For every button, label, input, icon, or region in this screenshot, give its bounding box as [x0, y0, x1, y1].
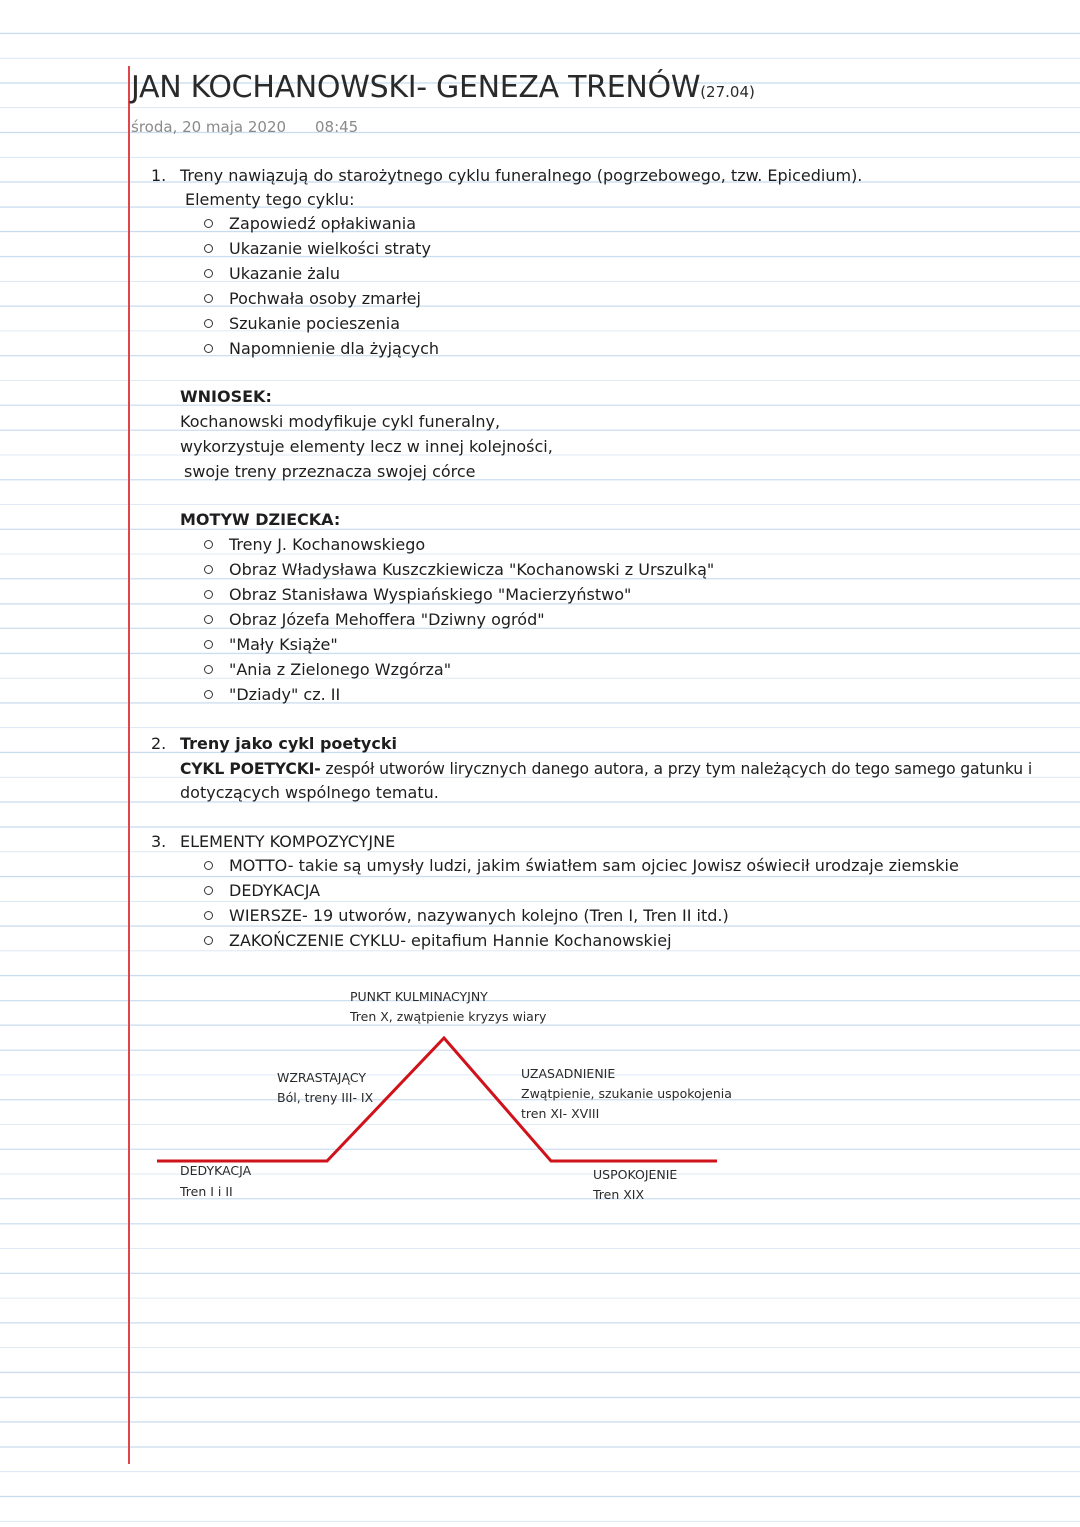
section1-intro: Treny nawiązują do starożytnego cyklu funeralnego (pogrzebowego, tzw. Epicedium).	[180, 166, 863, 185]
section2-definition-text: zespół utworów lirycznych danego autora, a przy tym należących do tego samego gatunku i	[320, 760, 1033, 778]
wniosek-line: Kochanowski modyfikuje cykl funeralny,	[180, 412, 501, 431]
list-item: ZAKOŃCZENIE CYKLU- epitafium Hannie Kochanowskiej	[229, 931, 672, 950]
list-item: Pochwała osoby zmarłej	[229, 289, 421, 308]
section1-subheading: Elementy tego cyklu:	[185, 190, 355, 209]
list-item: Zapowiedź opłakiwania	[229, 214, 417, 233]
list-item: Obraz Władysława Kuszczkiewicza "Kochanowski z Urszulką"	[229, 560, 715, 579]
diagram-label-peak-desc: Tren X, zwątpienie kryzys wiary	[350, 1009, 547, 1024]
diagram-label-fall-desc: Zwątpienie, szukanie uspokojenia	[521, 1086, 732, 1101]
list-item: Szukanie pocieszenia	[229, 314, 400, 333]
section2-term: CYKL POETYCKI-	[180, 760, 321, 778]
list-item: Napomnienie dla żyjących	[229, 339, 440, 358]
list-item: "Ania z Zielonego Wzgórza"	[229, 660, 452, 679]
wniosek-line: swoje treny przeznacza swojej córce	[184, 462, 476, 481]
list-item: DEDYKACJA	[229, 881, 321, 900]
diagram-label-fall-desc: tren XI- XVIII	[521, 1106, 600, 1121]
list-item: MOTTO- takie są umysły ludzi, jakim światłem sam ojciec Jowisz oświecił urodzaje ziemskie	[229, 856, 959, 875]
section3-heading: ELEMENTY KOMPOZYCYJNE	[180, 832, 396, 851]
note-time: 08:45	[315, 118, 359, 136]
list-item: Treny J. Kochanowskiego	[229, 535, 426, 554]
list-item: WIERSZE- 19 utworów, nazywanych kolejno (Tren I, Tren II itd.)	[229, 906, 729, 925]
list-item: Ukazanie wielkości straty	[229, 239, 431, 258]
note-date: środa, 20 maja 2020	[131, 118, 287, 136]
section-number: 1.	[151, 166, 167, 185]
title-text: JAN KOCHANOWSKI- GENEZA TRENÓW	[131, 70, 701, 105]
section-number: 2.	[151, 734, 167, 753]
diagram-label-start-desc: Tren I i II	[180, 1184, 233, 1199]
section-number: 3.	[151, 832, 167, 851]
diagram-label-end-desc: Tren XIX	[593, 1187, 645, 1202]
motyw-heading: MOTYW DZIECKA:	[180, 510, 341, 529]
list-item: "Mały Książe"	[229, 635, 338, 654]
section2-definition-cont: dotyczących wspólnego tematu.	[180, 783, 439, 802]
diagram-label-rise-desc: Ból, treny III- IX	[277, 1090, 374, 1105]
title-date-suffix: (27.04)	[700, 83, 755, 101]
section2-heading: Treny jako cykl poetycki	[180, 734, 397, 753]
diagram-label-end-title: USPOKOJENIE	[593, 1167, 678, 1182]
diagram-label-start-title: DEDYKACJA	[180, 1163, 252, 1178]
wniosek-line: wykorzystuje elementy lecz w innej kolejności,	[180, 437, 553, 456]
list-item: Obraz Stanisława Wyspiańskiego "Macierzyństwo"	[229, 585, 632, 604]
list-item: Ukazanie żalu	[229, 264, 341, 283]
list-item: "Dziady" cz. II	[229, 685, 341, 704]
diagram-label-peak-title: PUNKT KULMINACYJNY	[350, 989, 488, 1004]
list-item: Obraz Józefa Mehoffera "Dziwny ogród"	[229, 610, 545, 629]
diagram-label-fall-title: UZASADNIENIE	[521, 1066, 616, 1081]
diagram-label-rise-title: WZRASTAJĄCY	[277, 1070, 366, 1085]
wniosek-heading: WNIOSEK:	[180, 387, 272, 406]
